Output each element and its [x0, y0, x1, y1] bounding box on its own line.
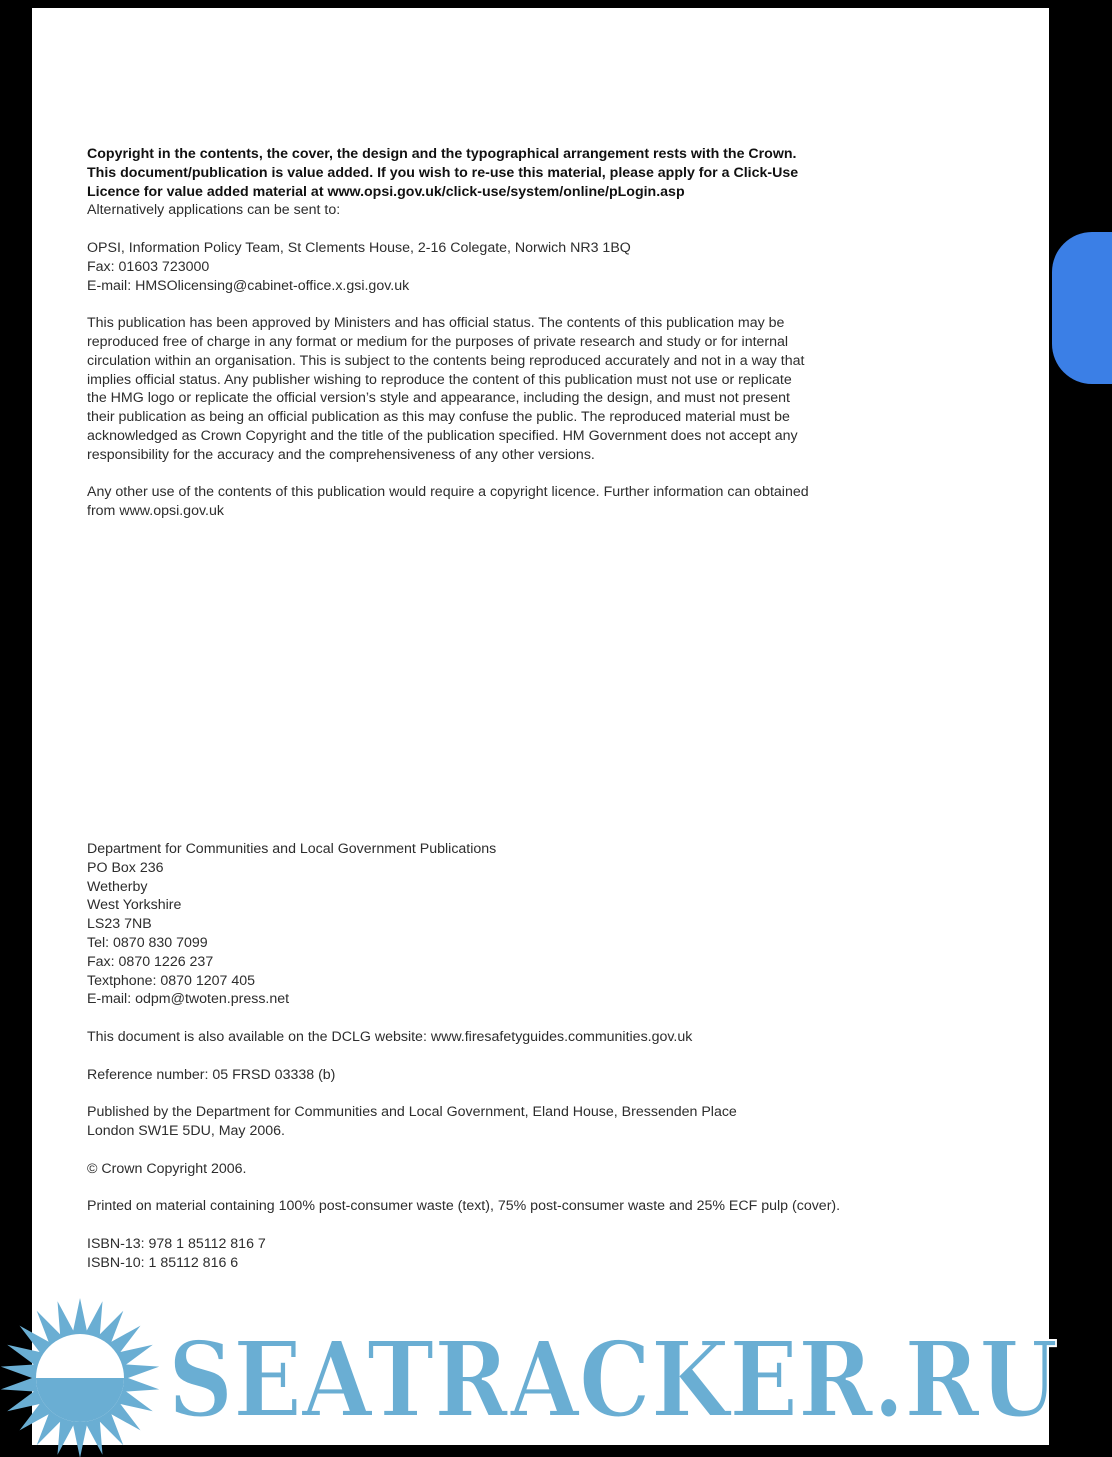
address-line: E-mail: odpm@twoten.press.net	[87, 991, 290, 1008]
isbn-block	[87, 1235, 987, 1273]
address-line: PO Box 236	[87, 859, 164, 876]
paragraph-line: responsibility for the accuracy and the comprehensiveness of any other versions.	[87, 446, 595, 463]
licence-paragraph	[87, 483, 827, 521]
copyright-block	[87, 145, 827, 220]
paragraph-line: from www.opsi.gov.uk	[87, 503, 224, 520]
paragraph-line: their publication as being an official publication as this may confuse the public. The reproduced material must be	[87, 409, 790, 426]
address-line: Wetherby	[87, 878, 148, 895]
opsi-fax: Fax: 01603 723000	[87, 258, 210, 275]
copyright-line: Copyright in the contents, the cover, the design and the typographical arrangement rests with the Crown.	[87, 146, 797, 162]
watermark-text: SEATRACKER.RU	[168, 1318, 1058, 1441]
published-line: London SW1E 5DU, May 2006.	[87, 1122, 285, 1139]
document-page	[32, 8, 1049, 1445]
printed-on-line: Printed on material containing 100% post-consumer waste (text), 75% post-consumer waste and 25% ECF pulp (cover).	[87, 1198, 841, 1215]
copyright-line: This document/publication is value added. If you wish to re-use this material, please apply for a Click-Use	[87, 164, 799, 181]
isbn-10: ISBN-10: 1 85112 816 6	[87, 1254, 239, 1271]
alternative-line: Alternatively applications can be sent to:	[87, 202, 341, 219]
sun-logo-icon	[1, 1298, 159, 1457]
paragraph-line: the HMG logo or replicate the official version’s style and appearance, including the design, and must not present	[87, 390, 790, 407]
approval-paragraph	[87, 314, 827, 464]
address-line: Textphone: 0870 1207 405	[87, 972, 256, 989]
paragraph-line: Any other use of the contents of this publication would require a copyright licence. Further information can obtained	[87, 484, 809, 501]
crown-copyright: © Crown Copyright 2006.	[87, 1160, 247, 1177]
paragraph-line: implies official status. Any publisher wishing to reproduce the content of this publication must not use or replicate	[87, 371, 792, 388]
website-line: This document is also available on the DCLG website: www.firesafetyguides.communities.gov.uk	[87, 1028, 693, 1045]
address-line: Fax: 0870 1226 237	[87, 953, 214, 970]
paragraph-line: reproduced free of charge in any format or medium for the purposes of private research and study or for internal	[87, 333, 789, 350]
published-by	[87, 1103, 987, 1141]
paragraph-line: This publication has been approved by Ministers and has official status. The contents of this publication may be	[87, 315, 785, 332]
address-line: West Yorkshire	[87, 897, 182, 914]
copyright-line: Licence for value added material at www.opsi.gov.uk/click-use/system/online/pLogin.asp	[87, 183, 685, 200]
paragraph-line: acknowledged as Crown Copyright and the title of the publication specified. HM Government does not accept any	[87, 427, 798, 444]
publications-address	[87, 840, 987, 1009]
paragraph-line: circulation within an organisation. This is subject to the contents being reproduced accurately and not in a way that	[87, 352, 805, 369]
side-tab[interactable]	[1052, 232, 1112, 384]
address-line: Tel: 0870 830 7099	[87, 934, 208, 951]
published-line: Published by the Department for Communities and Local Government, Eland House, Bressenden Place	[87, 1104, 737, 1121]
opsi-email: E-mail: HMSOlicensing@cabinet-office.x.gsi.gov.uk	[87, 277, 410, 294]
copyright-section	[87, 145, 827, 540]
opsi-address: OPSI, Information Policy Team, St Clements House, 2-16 Colegate, Norwich NR3 1BQ	[87, 239, 631, 256]
publication-details	[87, 840, 987, 1291]
address-line: LS23 7NB	[87, 916, 152, 933]
watermark	[0, 1298, 1080, 1457]
address-line: Department for Communities and Local Government Publications	[87, 841, 497, 857]
opsi-contact	[87, 239, 827, 295]
isbn-13: ISBN-13: 978 1 85112 816 7	[87, 1235, 266, 1252]
reference-line: Reference number: 05 FRSD 03338 (b)	[87, 1066, 336, 1083]
